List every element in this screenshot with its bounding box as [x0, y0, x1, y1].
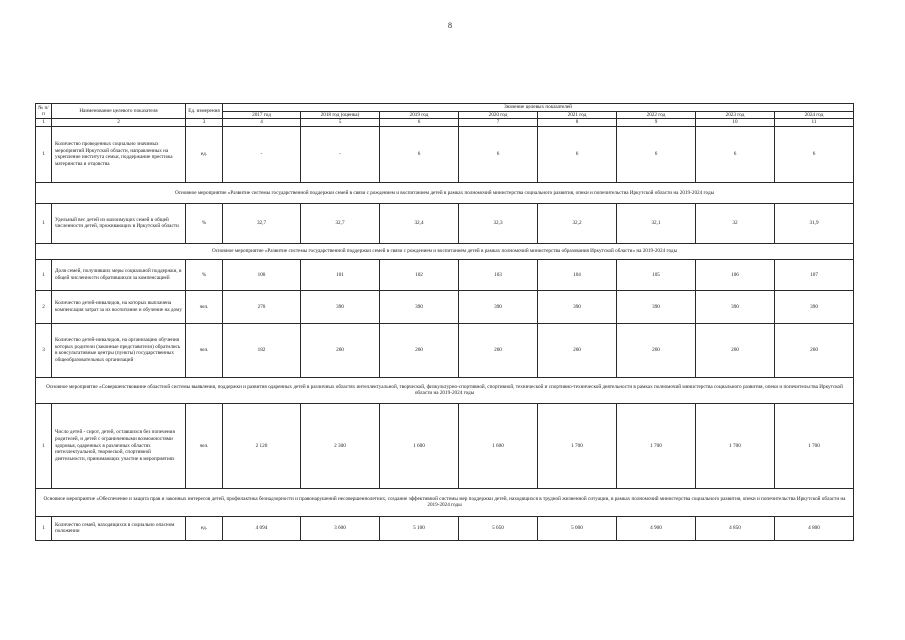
value-cell: 270 [223, 290, 301, 323]
value-cell: 103 [459, 259, 538, 290]
section-row [36, 488, 854, 516]
unit-cell: % [186, 203, 223, 243]
section-row [36, 377, 854, 403]
value-cell: 1 600 [380, 403, 459, 488]
value-cell: 6 [459, 126, 538, 182]
row-number: 1 [36, 259, 52, 290]
value-cell: 2 120 [223, 403, 301, 488]
section-title: Основное мероприятие «Обеспечение и защита прав и законных интересов детей, профилактика безнадзорности и правонарушений несовершеннолетних, создание эффективной системы мер поддержки детей, находящихся в трудной жизненной ситуации, в рамках полномочий министерства социального развития, опеки и попечительства Иркутской области на 2019-2024 годы [36, 488, 854, 516]
section-row [36, 243, 854, 259]
value-cell: 31,9 [775, 203, 854, 243]
table-row [36, 126, 854, 182]
table-body [36, 104, 854, 541]
value-cell: 3 600 [301, 516, 380, 540]
value-cell: 6 [696, 126, 775, 182]
unit-cell: чел. [186, 403, 223, 488]
value-cell: 6 [538, 126, 617, 182]
column-number: 1 [36, 119, 52, 127]
unit-cell: чел. [186, 323, 223, 377]
value-cell: 260 [617, 323, 696, 377]
column-number: 5 [301, 119, 380, 127]
table-row [36, 516, 854, 540]
header-year: 2017 год [223, 111, 301, 119]
value-cell: 390 [775, 290, 854, 323]
value-cell: - [301, 126, 380, 182]
value-cell: 1 600 [459, 403, 538, 488]
column-number: 8 [538, 119, 617, 127]
column-number: 3 [186, 119, 223, 127]
indicator-name: Количество семей, находящихся в социально опасном положении [52, 516, 186, 540]
column-number: 7 [459, 119, 538, 127]
indicator-name: Число детей - сирот, детей, оставшихся без попечения родителей, и детей с ограниченными возможностями здоровья, одаренных в различных областях интеллектуальной, творческой, спортивной деятельности, принимающих участие в мероприятиях [52, 403, 186, 488]
indicator-name: Количество детей-инвалидов, на которых выплачена компенсация затрат за их воспитание и обучение на дому [52, 290, 186, 323]
value-cell: 32 [696, 203, 775, 243]
column-number: 4 [223, 119, 301, 127]
header-year: 2023 год [696, 111, 775, 119]
indicators-table [35, 103, 854, 541]
value-cell: 1 700 [617, 403, 696, 488]
value-cell: 106 [696, 259, 775, 290]
row-number: 2 [36, 290, 52, 323]
value-cell: 32,7 [301, 203, 380, 243]
indicator-name: Количество проведенных социально значимых мероприятий Иркутской области, направленных на укрепление института семьи, поддержание престижа материнства и отцовства [52, 126, 186, 182]
column-number: 2 [52, 119, 186, 127]
table-row [36, 323, 854, 377]
value-cell: 4 800 [775, 516, 854, 540]
value-cell: 6 [775, 126, 854, 182]
section-title: Основное мероприятие «Развитие системы государственной поддержки семей в связи с рождением и воспитанием детей в рамках полномочий министерства образования Иркутской области» на 2019-2024 годы [36, 243, 854, 259]
indicator-name: Доля семей, получивших меры социальной поддержки, в общей численности обратившихся за компенсацией [52, 259, 186, 290]
value-cell: 1 700 [538, 403, 617, 488]
row-number: 1 [36, 203, 52, 243]
section-row [36, 182, 854, 203]
value-cell: 32,2 [538, 203, 617, 243]
value-cell: 5 050 [459, 516, 538, 540]
value-cell: 390 [617, 290, 696, 323]
value-cell: 5 100 [380, 516, 459, 540]
value-cell: 260 [301, 323, 380, 377]
value-cell: 1 700 [775, 403, 854, 488]
header-number: № п/п [36, 104, 52, 119]
value-cell: 100 [223, 259, 301, 290]
value-cell: 1 700 [696, 403, 775, 488]
table-row [36, 403, 854, 488]
table-row [36, 203, 854, 243]
unit-cell: % [186, 259, 223, 290]
value-cell: - [223, 126, 301, 182]
value-cell: 107 [775, 259, 854, 290]
unit-cell: ед. [186, 126, 223, 182]
value-cell: 32,4 [380, 203, 459, 243]
header-year: 2020 год [459, 111, 538, 119]
header-unit: Ед. измерения [186, 104, 223, 119]
value-cell: 6 [617, 126, 696, 182]
header-values-group: Значение целевых показателей [223, 104, 854, 112]
page-number: 8 [448, 21, 452, 30]
header-indicator-name: Наименование целевого показателя [52, 104, 186, 119]
header-year: 2022 год [617, 111, 696, 119]
row-number: 3 [36, 323, 52, 377]
column-number: 6 [380, 119, 459, 127]
unit-cell: чел. [186, 290, 223, 323]
column-number: 10 [696, 119, 775, 127]
value-cell: 105 [617, 259, 696, 290]
indicator-name: Количество детей-инвалидов, на организацию обучения которых родители (законные представители) обратились в консультативные центры (пункты) государственных общеобразовательных организаций [52, 323, 186, 377]
header-year: 2019 год [380, 111, 459, 119]
value-cell: 260 [538, 323, 617, 377]
value-cell: 32,3 [459, 203, 538, 243]
value-cell: 260 [459, 323, 538, 377]
unit-cell: ед. [186, 516, 223, 540]
value-cell: 260 [380, 323, 459, 377]
value-cell: 102 [380, 259, 459, 290]
header-year: 2021 год [538, 111, 617, 119]
header-year: 2024 год [775, 111, 854, 119]
value-cell: 390 [380, 290, 459, 323]
value-cell: 182 [223, 323, 301, 377]
indicator-name: Удельный вес детей из малоимущих семей в общей численности детей, проживающих в Иркутской области [52, 203, 186, 243]
column-number: 11 [775, 119, 854, 127]
value-cell: 4 094 [223, 516, 301, 540]
section-title: Основное мероприятие «Развитие системы государственной поддержки семей в связи с рождением и воспитанием детей в рамках полномочий министерства социального развития, опеки и попечительства Иркутской области на 2019-2024 годы [36, 182, 854, 203]
value-cell: 390 [696, 290, 775, 323]
table-row [36, 259, 854, 290]
value-cell: 32,1 [617, 203, 696, 243]
value-cell: 390 [538, 290, 617, 323]
value-cell: 5 000 [538, 516, 617, 540]
row-number: 1 [36, 516, 52, 540]
value-cell: 260 [775, 323, 854, 377]
value-cell: 101 [301, 259, 380, 290]
column-numbers-row [36, 119, 854, 127]
value-cell: 32,7 [223, 203, 301, 243]
value-cell: 4 850 [696, 516, 775, 540]
value-cell: 4 900 [617, 516, 696, 540]
section-title: Основное мероприятие «Совершенствование областной системы выявления, поддержки и развития одаренных детей в различных областях интеллектуальной, творческой, физкультурно-спортивной, спортивной, технической и спортивно-технической деятельности в рамках полномочий министерства социального развития, опеки и попечительства Иркутской области на 2019-2024 годы [36, 377, 854, 403]
column-number: 9 [617, 119, 696, 127]
value-cell: 390 [459, 290, 538, 323]
value-cell: 104 [538, 259, 617, 290]
row-number: 1 [36, 403, 52, 488]
table-row [36, 290, 854, 323]
value-cell: 6 [380, 126, 459, 182]
value-cell: 390 [301, 290, 380, 323]
header-year: 2018 год (оценка) [301, 111, 380, 119]
value-cell: 2 300 [301, 403, 380, 488]
row-number: 1 [36, 126, 52, 182]
value-cell: 260 [696, 323, 775, 377]
